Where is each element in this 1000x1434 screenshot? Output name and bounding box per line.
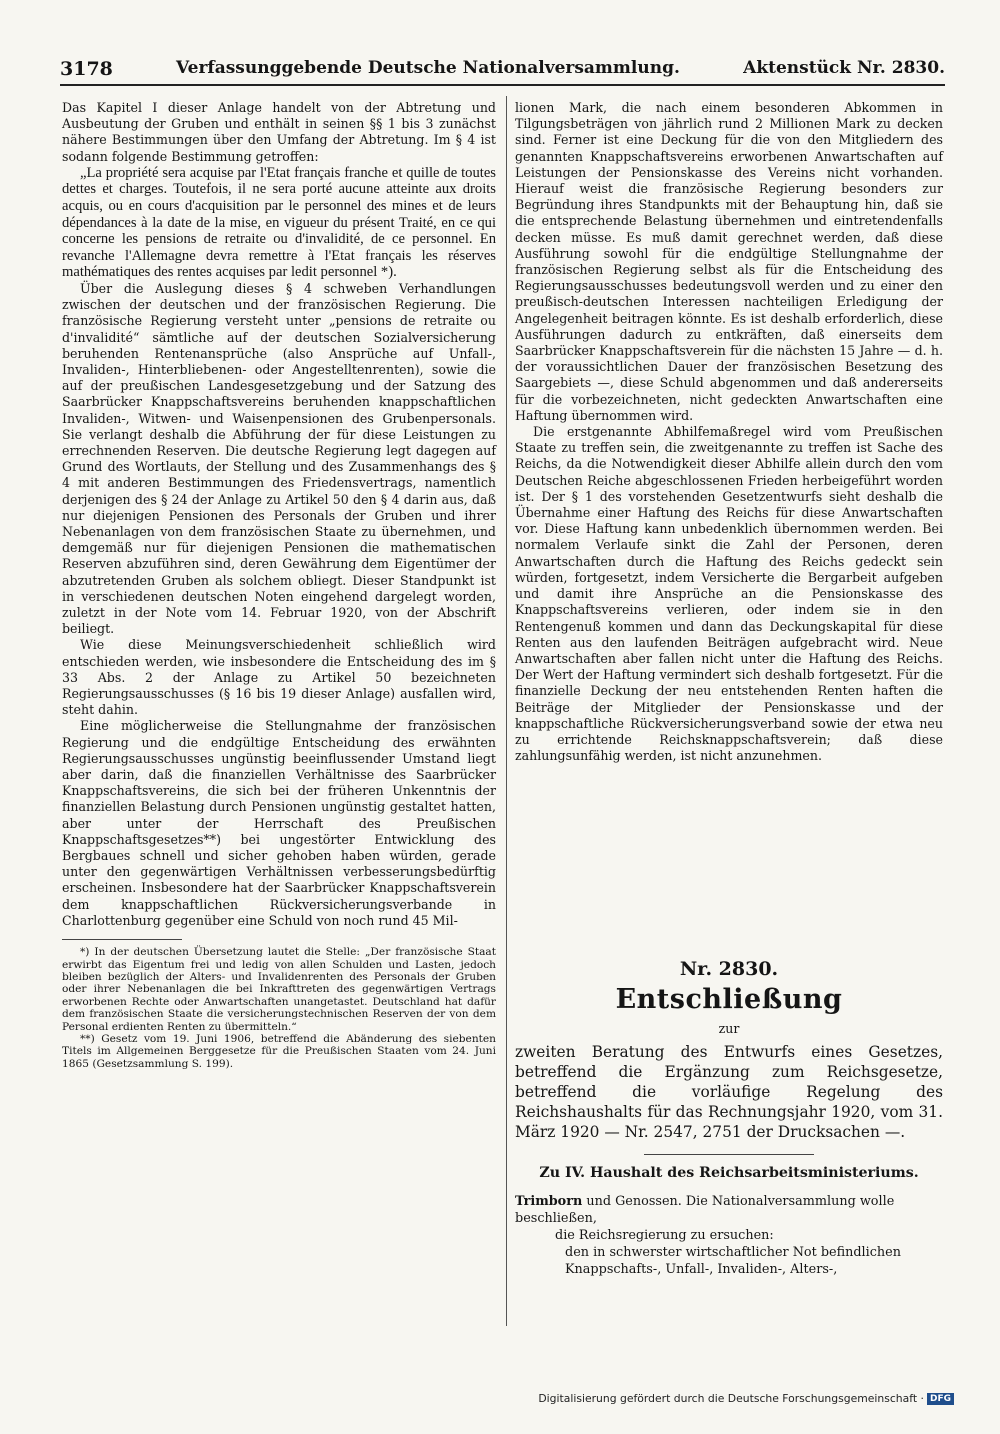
- paragraph: Die erstgenannte Abhilfemaßregel wird vom Preußischen Staate zu treffen sein, die zweitgenannte zu treffen ist Sache des Reichs, da die Notwendigkeit dieser Abhilfe allein durch den vom Deutschen Reiche abgeschlossenen Frieden herbeigeführt worden ist. Der § 1 des vorstehenden Gesetzentwurfs sieht deshalb die Übernahme einer Haftung des Reichs für diese Anwartschaften vor. Diese Haftung kann unbedenklich übernommen werden. Bei normalem Verlaufe sinkt die Zahl der Personen, deren Anwartschaften durch die Haftung des Reichs gedeckt sein würden, fortgesetzt, indem Versicherte die Bergarbeit aufgeben und damit ihre Ansprüche an die Pensionskasse des Knappschaftsvereins verlieren, oder indem sie in den Rentengenuß kommen und dann das Deckungskapital für diese Renten aus den laufenden Beiträgen aufgebracht wird. Neue Anwartschaften aber fallen nicht unter die Haftung des Reichs. Der Wert der Haftung vermindert sich deshalb fortgesetzt. Für die finanzielle Deckung der neu entstehenden Renten haften die Beiträge der Mitglieder der Pensionskasse und der knappschaftliche Rückversicherungsverband sowie der etwa neu zu errichtende Reichsknappschaftsverein; daß diese zahlungsunfähig werden, ist nicht anzunehmen.: [515, 424, 943, 764]
- section-divider: [644, 1154, 814, 1155]
- paragraph: Über die Auslegung dieses § 4 schweben Verhandlungen zwischen der deutschen und der französischen Regierung. Die französische Regierung versteht unter „pensions de retraite ou d'invalidité“ sämtliche auf der deutschen Sozialversicherung beruhenden Rentenansprüche (also Ansprüche auf Unfall-, Invaliden-, Hinterbliebenen- oder Angestelltenrenten), sowie die auf der preußischen Landesgesetzgebung und der Satzung des Saarbrücker Knappschaftsvereins beruhenden knappschaftlichen Invaliden-, Witwen- und Waisenpensionen des Grubenpersonals. Sie verlangt deshalb die Abführung der für diese Leistungen zu errechnenden Reserven. Die deutsche Regierung legt dagegen auf Grund des Wortlauts, der Stellung und des Zusammenhangs des § 4 mit anderen Bestimmungen des Friedensvertrags, namentlich derjenigen des § 24 der Anlage zu Artikel 50 den § 4 darin aus, daß nur diejenigen Pensionen des Personals der Gruben und ihrer Nebenanlagen von dem französischen Staate zu übernehmen, und demgemäß nur für diejenigen Pensionen die mathematischen Reserven abzuführen sind, deren Gewährung dem Eigentümer der abzutretenden Gruben als solchem obliegt. Dieser Standpunkt ist in verschiedenen deutschen Noten eingehend dargelegt worden, zuletzt in der Note vom 14. Februar 1920, von der Abschrift beiliegt.: [62, 280, 496, 637]
- column-divider: [506, 96, 507, 1326]
- paragraph: Eine möglicherweise die Stellungnahme der französischen Regierung und die endgültige Entscheidung des erwähnten Regierungsausschusses ungünstig beeinflussender Umstand liegt aber darin, daß die finanziellen Verhältnisse des Saarbrücker Knappschaftsvereins, die sich bei der früheren Unkenntnis der finanziellen Belastung durch Pensionen ungünstig gestaltet hatten, aber unter der Herrschaft des Preußischen Knappschaftsgesetzes**) bei ungestörter Entwicklung des Bergbaues schnell und sicher gehoben haben würden, gerade unter den gegenwärtigen Verhältnissen verbesserungsbedürftig erscheinen. Insbesondere hat der Saarbrücker Knappschaftsverein dem knappschaftlichen Rückversicherungsverbande in Charlottenburg gegenüber eine Schuld von noch rund 45 Mil-: [62, 718, 496, 928]
- paragraph: Wie diese Meinungsverschiedenheit schließlich wird entschieden werden, wie insbesondere die Entscheidung des im § 33 Abs. 2 der Anlage zu Artikel 50 bezeichneten Regierungsausschusses (§ 16 bis 19 dieser Anlage) ausfallen wird, steht dahin.: [62, 637, 496, 718]
- resolution-title: Entschließung: [615, 984, 843, 1015]
- footer-credit: [538, 1392, 954, 1405]
- footnote: **) Gesetz vom 19. Juni 1906, betreffend die Abänderung des siebenten Titels im Allgemeinen Berggesetze für die Preußischen Staaten vom 24. Juni 1865 (Gesetzsammlung S. 199).: [62, 1032, 496, 1070]
- section-heading: Zu IV. Haushalt des Reichsarbeitsministeriums.: [539, 1165, 919, 1181]
- dfg-logo: DFG: [927, 1393, 954, 1405]
- motion-text: [515, 1193, 943, 1278]
- paragraph: Das Kapitel I dieser Anlage handelt von der Abtretung und Ausbeutung der Gruben und enthält in seinen §§ 1 bis 3 zunächst nähere Bestimmungen über den Umfang der Abtretung. Im § 4 ist sodann folgende Bestimmung getroffen:: [62, 100, 496, 164]
- resolution-zur: zur: [718, 1021, 740, 1036]
- motion-request: die Reichsregierung zu ersuchen:: [555, 1228, 774, 1243]
- motion-detail: den in schwerster wirtschaftlicher Not befindlichen Knappschafts-, Unfall-, Invaliden-, Alters-,: [565, 1245, 901, 1277]
- motion-intro: und Genossen. Die Nationalversammlung wolle beschließen,: [515, 1194, 895, 1226]
- page-header: [60, 56, 945, 86]
- footnote-divider: [62, 939, 182, 940]
- footer-text: Digitalisierung gefördert durch die Deutsche Forschungsgemeinschaft ·: [538, 1392, 924, 1405]
- resolution-subject: zweiten Beratung des Entwurfs eines Gesetzes, betreffend die Ergänzung zum Reichsgesetze, betreffend die vorläufige Regelung des Reichshaushalts für das Rechnungsjahr 1920, vom 31. März 1920 — Nr. 2547, 2751 der Drucksachen —.: [515, 1043, 943, 1141]
- page-number: 3178: [60, 58, 113, 80]
- resolution-number: Nr. 2830.: [679, 958, 779, 980]
- resolution-block: [515, 958, 943, 1278]
- header-document-number: Aktenstück Nr. 2830.: [743, 58, 945, 78]
- left-column: [62, 100, 496, 1070]
- french-quote: „La propriété sera acquise par l'Etat français franche et quille de toutes dettes et charges. Toutefois, il ne sera porté aucune atteinte aux droits acquis, ou en cours d'acquisition par le personnel des mines et de leurs dépendances à la date de la mise, en vigueur du présent Traité, en ce qui concerne les pensions de retraite ou d'invalidité, de ce personnel. En revanche l'Allemagne devra remettre à l'Etat français les réserves mathématiques des rentes acquises par ledit personnel *).: [62, 164, 496, 281]
- right-column: [515, 100, 943, 764]
- header-title: Verfassunggebende Deutsche Nationalversammlung.: [176, 58, 680, 78]
- motion-author: Trimborn: [515, 1194, 583, 1209]
- paragraph: lionen Mark, die nach einem besonderen Abkommen in Tilgungsbeträgen von jährlich rund 2 Millionen Mark zu decken sind. Ferner ist eine Deckung für die von den Mitgliedern des genannten Knappschaftsvereins erworbenen Anwartschaften auf Leistungen der Pensionskasse des Vereins nicht vorhanden. Hierauf weist die französische Regierung besonders zur Begründung ihres Standpunkts mit der Behauptung hin, daß sie die entsprechende Belastung übernehmen und eintretendenfalls decken müsse. Es muß damit gerechnet werden, daß diese Ausführung sowohl für die endgültige Stellungnahme der französischen Regierung selbst als für die Entscheidung des Regierungsausschusses bedeutungsvoll werden und zu einer den preußisch-deutschen Interessen nachteiligen Erledigung der Angelegenheit beitragen könnte. Es ist deshalb erforderlich, diese Ausführungen dadurch zu entkräften, daß einerseits dem Saarbrücker Knappschaftsverein für die nächsten 15 Jahre — d. h. der voraussichtlichen Dauer der französischen Besetzung des Saargebiets —, diese Schuld abgenommen und daß andererseits für die vorbezeichneten, nicht gedeckten Anwartschaften eine Haftung übernommen wird.: [515, 100, 943, 423]
- footnote: *) In der deutschen Übersetzung lautet die Stelle: „Der französische Staat erwirbt das Eigentum frei und ledig von allen Schulden und Lasten, jedoch bleiben bezüglich der Alters- und Invalidenrenten des Personals der Gruben oder ihrer Nebenanlagen die bei Inkrafttreten des gegenwärtigen Vertrags erworbenen Rechte oder Anwartschaften unangetastet. Deutschland hat dafür dem französischen Staate die versicherungstechnischen Reserven der von dem Personal erdienten Renten zu übermitteln.“: [62, 946, 496, 1033]
